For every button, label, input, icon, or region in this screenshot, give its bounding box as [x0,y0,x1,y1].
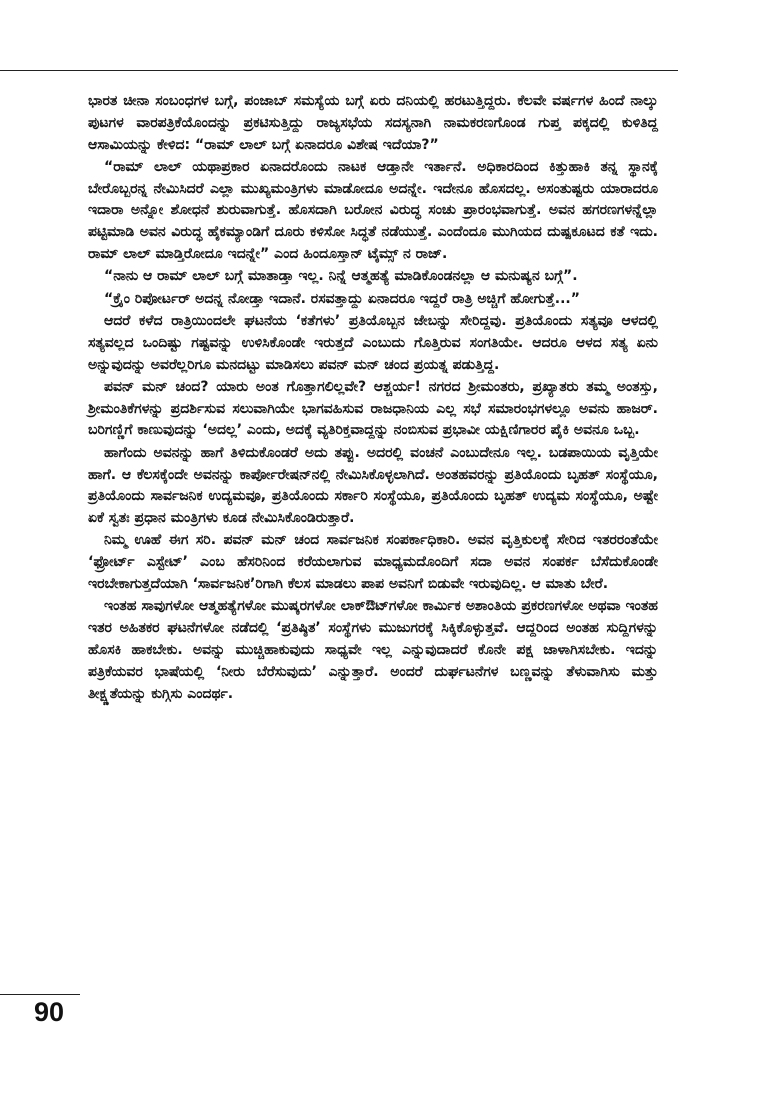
paragraph: “ರಾಮ್ ಲಾಲ್ ಯಥಾಪ್ರಕಾರ ಏನಾದರೊಂದು ನಾಟಕ ಆಡ್ತಾನೇ ಇರ್ತಾನೆ. ಅಧಿಕಾರದಿಂದ ಕಿತ್ತುಹಾಕಿ ತನ್ನ ಸ್ಥಾನಕ್ಕೆ ಬೇರೊಬ್ಬರನ್ನ ನೇಮಿಸಿದರೆ ಎಲ್ಲಾ ಮುಖ್ಯಮಂತ್ರಿಗಳು ಮಾಡೋದೂ ಅದನ್ನೇ. ಇದೇನೂ ಹೊಸದಲ್ಲ. ಅಸಂತುಷ್ಟರು ಯಾರಾದರೂ ಇದಾರಾ ಅನ್ನೋ ಶೋಧನೆ ಶುರುವಾಗುತ್ತೆ. ಹೊಸದಾಗಿ ಬರೋನ ವಿರುದ್ಧ ಸಂಚು ಪ್ರಾರಂಭವಾಗುತ್ತೆ. ಅವನ ಹಗರಣಗಳನ್ನೆಲ್ಲಾ ಪಟ್ಟಿಮಾಡಿ ಅವನ ವಿರುದ್ಧ ಹೈಕಮ್ಯಾಂಡಿಗೆ ದೂರು ಕಳಿಸೋ ಸಿದ್ಧತೆ ನಡೆಯುತ್ತೆ. ಎಂದೆಂದೂ ಮುಗಿಯದ ದುಷ್ಪಕೂಟದ ಕತೆ ಇದು. ರಾಮ್ ಲಾಲ್ ಮಾಡ್ತಿರೋದೂ ಇದನ್ನೇ” ಎಂದ ಹಿಂದೂಸ್ತಾನ್ ಟೈಮ್ಸ್ ನ ರಾಜ್. [88,158,658,263]
page-number: 90 [34,997,65,1027]
paragraph: ನಿಮ್ಮ ಊಹೆ ಈಗ ಸರಿ. ಪವನ್ ಮನ್ ಚಂದ ಸಾರ್ವಜನಿಕ ಸಂಪರ್ಕಾಧಿಕಾರಿ. ಅವನ ವೃತ್ತಿಕುಲಕ್ಕೆ ಸೇರಿದ ಇತರರಂತೆಯೇ ‘ಫ್ರೋರ್ಟ್ ಎಸ್ಟೇಟ್’ ಎಂಬ ಹೆಸರಿನಿಂದ ಕರೆಯಲಾಗುವ ಮಾಧ್ಯಮದೊಂದಿಗೆ ಸದಾ ಅವನ ಸಂಪರ್ಕ ಬೆಸೆದುಕೊಂಡೇ ಇರಬೇಕಾಗುತ್ತದೆಯಾಗಿ ‘ಸಾರ್ವಜನಿಕ’ರಿಗಾಗಿ ಕೆಲಸ ಮಾಡಲು ಪಾಪ ಅವನಿಗೆ ಬಿಡುವೇ ಇರುವುದಿಲ್ಲ. ಆ ಮಾತು ಬೇರೆ. [88,532,658,593]
body-text [88,91,658,706]
paragraph: ಆದರೆ ಕಳೆದ ರಾತ್ರಿಯಿಂದಲೇ ಘಟನೆಯ ‘ಕತೆಗಳು’ ಪ್ರತಿಯೊಬ್ಬನ ಜೇಬನ್ನು ಸೇರಿದ್ದವು. ಪ್ರತಿಯೊಂದು ಸತ್ಯವೂ ಆಳದಲ್ಲಿ ಸತ್ಯವಲ್ಲದ ಒಂದಿಷ್ಟು ಗಷ್ಟವನ್ನು ಉಳಿಸಿಕೊಂಡೇ ಇರುತ್ತದೆ ಎಂಬುದು ಗೊತ್ತಿರುವ ಸಂಗತಿಯೇ. ಆದರೂ ಆಳದ ಸತ್ಯ ಏನು ಅನ್ನುವುದನ್ನು ಅವರೆಲ್ಲರಿಗೂ ಮನದಟ್ಟು ಮಾಡಿಸಲು ಪವನ್ ಮನ್ ಚಂದ ಪ್ರಯತ್ನ ಪಡುತ್ತಿದ್ದ. [88,312,658,373]
paragraph: ಇಂತಹ ಸಾವುಗಳೋ ಆತ್ಮಹತ್ಯೆಗಳೋ ಮುಷ್ಕರಗಳೋ ಲಾಕ್‌ಔಟ್‌ಗಳೋ ಕಾರ್ಮಿಕ ಅಶಾಂತಿಯ ಪ್ರಕರಣಗಳೋ ಅಥವಾ ಇಂತಹ ಇತರ ಅಹಿತಕರ ಘಟನೆಗಳೋ ನಡೆದಲ್ಲಿ ‘ಪ್ರತಿಷ್ಠಿತ’ ಸಂಸ್ಥೆಗಳು ಮುಜುಗರಕ್ಕೆ ಸಿಕ್ಕಿಕೊಳ್ಳುತ್ತವೆ. ಆದ್ದರಿಂದ ಅಂತಹ ಸುದ್ದಿಗಳನ್ನು ಹೊಸಕಿ ಹಾಕಬೇಕು. ಅವನ್ನು ಮುಚ್ಚಿಹಾಕುವುದು ಸಾಧ್ಯವೇ ಇಲ್ಲ ಎನ್ನುವುದಾದರೆ ಕೊನೇ ಪಕ್ಷ ಜಾಳಾಗಿಸಬೇಕು. ಇದನ್ನು ಪತ್ರಿಕೆಯವರ ಭಾಷೆಯಲ್ಲಿ ‘ನೀರು ಬೆರೆಸುವುದು’ ಎನ್ನುತ್ತಾರೆ. ಅಂದರೆ ದುರ್ಘಟನೆಗಳ ಬಣ್ಣವನ್ನು ತೆಳುವಾಗಿಸು ಮತ್ತು ತೀಕ್ಷ್ಣತೆಯನ್ನು ಕುಗ್ಗಿಸು ಎಂದರ್ಥ. [88,598,658,702]
header-rule [0,70,678,71]
paragraph: ಹಾಗೆಂದು ಅವನನ್ನು ಹಾಗೆ ತಿಳಿದುಕೊಂಡರೆ ಅದು ತಪ್ಪು. ಅದರಲ್ಲಿ ವಂಚನೆ ಎಂಬುದೇನೂ ಇಲ್ಲ. ಬಡಪಾಯಿಯ ವೃತ್ತಿಯೇ ಹಾಗೆ. ಆ ಕೆಲಸಕ್ಕೆಂದೇ ಅವನನ್ನು ಕಾರ್ಪೋರೇಷನ್‌ನಲ್ಲಿ ನೇಮಿಸಿಕೊಳ್ಳಲಾಗಿದೆ. ಅಂತಹವರನ್ನು ಪ್ರತಿಯೊಂದು ಬೃಹತ್ ಸಂಸ್ಥೆಯೂ, ಪ್ರತಿಯೊಂದು ಸಾರ್ವಜನಿಕ ಉದ್ಯಮವೂ, ಪ್ರತಿಯೊಂದು ಸರ್ಕಾರಿ ಸಂಸ್ಥೆಯೂ, ಪ್ರತಿಯೊಂದು ಬೃಹತ್ ಉದ್ಯಮ ಸಂಸ್ಥೆಯೂ, ಅಷ್ಟೇ ಏಕೆ ಸ್ವತಃ ಪ್ರಧಾನ ಮಂತ್ರಿಗಳು ಕೂಡ ನೇಮಿಸಿಕೊಂಡಿರುತ್ತಾರೆ. [88,444,658,527]
footer-rule [0,994,80,995]
paragraph: “ಕ್ರೈಂ ರಿಪೋರ್ಟರ್ ಅದನ್ನ ನೋಡ್ತಾ ಇದಾನೆ. ರಸವತ್ತಾದ್ದು ಏನಾದರೂ ಇದ್ದರೆ ರಾತ್ರಿ ಅಚ್ಚಿಗೆ ಹೋಗುತ್ತೆ...” [104,290,580,307]
paragraph: ಪವನ್ ಮನ್ ಚಂದ? ಯಾರು ಅಂತ ಗೊತ್ತಾಗಲಿಲ್ಲವೇ? ಆಶ್ಚರ್ಯ! ನಗರದ ಶ್ರೀಮಂತರು, ಪ್ರಖ್ಯಾತರು ತಮ್ಮ ಅಂತಸ್ತು, ಶ್ರೀಮಂತಿಕೆಗಳನ್ನು ಪ್ರದರ್ಶಿಸುವ ಸಲುವಾಗಿಯೇ ಭಾಗವಹಿಸುವ ರಾಜಧಾನಿಯ ಎಲ್ಲ ಸಭೆ ಸಮಾರಂಭಗಳಲ್ಲೂ ಅವನು ಹಾಜರ್. ಬರಿಗಣ್ಣಿಗೆ ಕಾಣುವುದನ್ನು ‘ಅದಲ್ಲ’ ಎಂದು, ಅದಕ್ಕೆ ವ್ಯತಿರಿಕ್ತವಾದ್ದನ್ನು ನಂಬಿಸುವ ಪ್ರಭಾವೀ ಯಕ್ಷಿಣಿಗಾರರ ಪೈಕಿ ಅವನೂ ಒಬ್ಬ. [88,378,658,439]
paragraph: “ನಾನು ಆ ರಾಮ್ ಲಾಲ್ ಬಗ್ಗೆ ಮಾತಾಡ್ತಾ ಇಲ್ಲ. ನಿನ್ನೆ ಆತ್ಮಹತ್ಯೆ ಮಾಡಿಕೊಂಡನಲ್ಲಾ ಆ ಮನುಷ್ಯನ ಬಗ್ಗೆ”. [104,268,578,285]
paragraph: ಭಾರತ ಚೀನಾ ಸಂಬಂಧಗಳ ಬಗ್ಗೆ, ಪಂಜಾಬ್ ಸಮಸ್ಯೆಯ ಬಗ್ಗೆ ಏರು ದನಿಯಲ್ಲಿ ಹರಟುತ್ತಿದ್ದರು. ಕೆಲವೇ ವರ್ಷಗಳ ಹಿಂದೆ ನಾಲ್ಕು ಪುಟಗಳ ವಾರಪತ್ರಿಕೆಯೊಂದನ್ನು ಪ್ರಕಟಿಸುತ್ತಿದ್ದು ರಾಜ್ಯಸಭೆಯ ಸದಸ್ಯನಾಗಿ ನಾಮಕರಣಗೊಂಡ ಗುಪ್ತ ಪಕ್ಕದಲ್ಲಿ ಕುಳಿತಿದ್ದ ಆಸಾಮಿಯನ್ನು ಕೇಳಿದ: “ರಾಮ್ ಲಾಲ್ ಬಗ್ಗೆ ಏನಾದರೂ ವಿಶೇಷ ಇದೆಯಾ?” [88,93,658,153]
